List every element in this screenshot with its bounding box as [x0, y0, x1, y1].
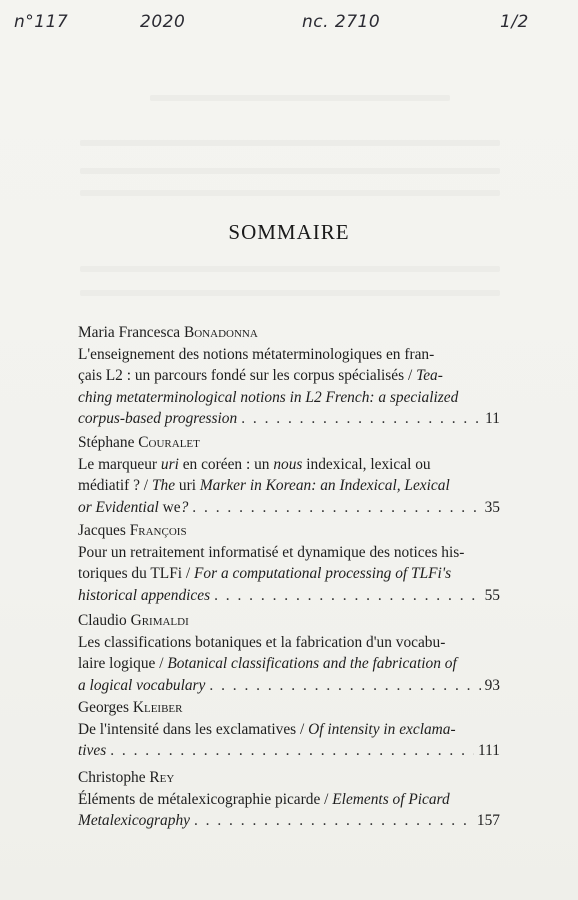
author-name: Georges Kleiber	[78, 699, 183, 716]
author-name: Claudio Grimaldi	[78, 612, 189, 629]
bleed-through	[80, 140, 500, 146]
author-name: Stéphane Couralet	[78, 434, 200, 451]
leader-dots	[241, 408, 481, 430]
toc-entry[interactable]	[78, 767, 500, 832]
toc-entry[interactable]	[78, 610, 500, 696]
page-number: 55	[484, 586, 500, 604]
bleed-through	[80, 190, 500, 196]
leader-dots	[194, 810, 473, 832]
leader-dots	[209, 675, 480, 697]
toc-entry[interactable]	[78, 520, 500, 606]
article-title: Pour un retraitement informatisé et dynamique des notices his- toriques du TLFi / For a computational processing of TLFi's historical appendices . . . 55	[78, 542, 500, 607]
leader-dots	[214, 585, 481, 607]
author-name: Maria Francesca Bonadonna	[78, 324, 258, 341]
toc-entry[interactable]	[78, 322, 500, 430]
page-number: 157	[476, 812, 500, 829]
toc-entry[interactable]	[78, 432, 500, 518]
leader-dots	[110, 740, 474, 762]
bleed-through	[80, 266, 500, 272]
article-title: Le marqueur uri en coréen : un nous indexical, lexical ou médiatif ? / The uri Marker in Korean: an Indexical, Lexical or Evidential we? . . . 35	[78, 454, 500, 519]
handwritten-number: n°117	[14, 12, 69, 32]
page-number: 35	[484, 498, 500, 516]
bleed-through	[150, 95, 450, 101]
handwritten-reference: nc. 2710	[302, 12, 381, 32]
page-title: SOMMAIRE	[228, 220, 350, 244]
toc-entry[interactable]	[78, 697, 500, 762]
page-number: 93	[484, 676, 500, 694]
article-title: L'enseignement des notions métaterminologiques en fran- çais L2 : un parcours fondé sur les corpus spécialisés / Tea- ching metaterminological notions in L2 French: a specialized corpus-based progression . . . 11	[78, 344, 500, 430]
article-title: Les classifications botaniques et la fabrication d'un vocabu- laire logique / Botanical classifications and the fabrication of a logical vocabulary . . . 93	[78, 632, 500, 697]
handwritten-annotations	[0, 8, 578, 38]
handwritten-year: 2020	[140, 12, 186, 32]
bleed-through	[80, 168, 500, 174]
author-name: Jacques François	[78, 522, 187, 539]
leader-dots	[192, 497, 480, 519]
author-name: Christophe Rey	[78, 769, 175, 786]
handwritten-fraction: 1/2	[500, 12, 529, 32]
article-title: De l'intensité dans les exclamatives / Of intensity in exclama- tives . . . 111	[78, 719, 500, 762]
article-title: Éléments de métalexicographie picarde / Elements of Picard Metalexicography . . . 157	[78, 789, 500, 832]
page-number: 11	[485, 410, 500, 427]
bleed-through	[80, 290, 500, 296]
page-number: 111	[478, 742, 500, 759]
